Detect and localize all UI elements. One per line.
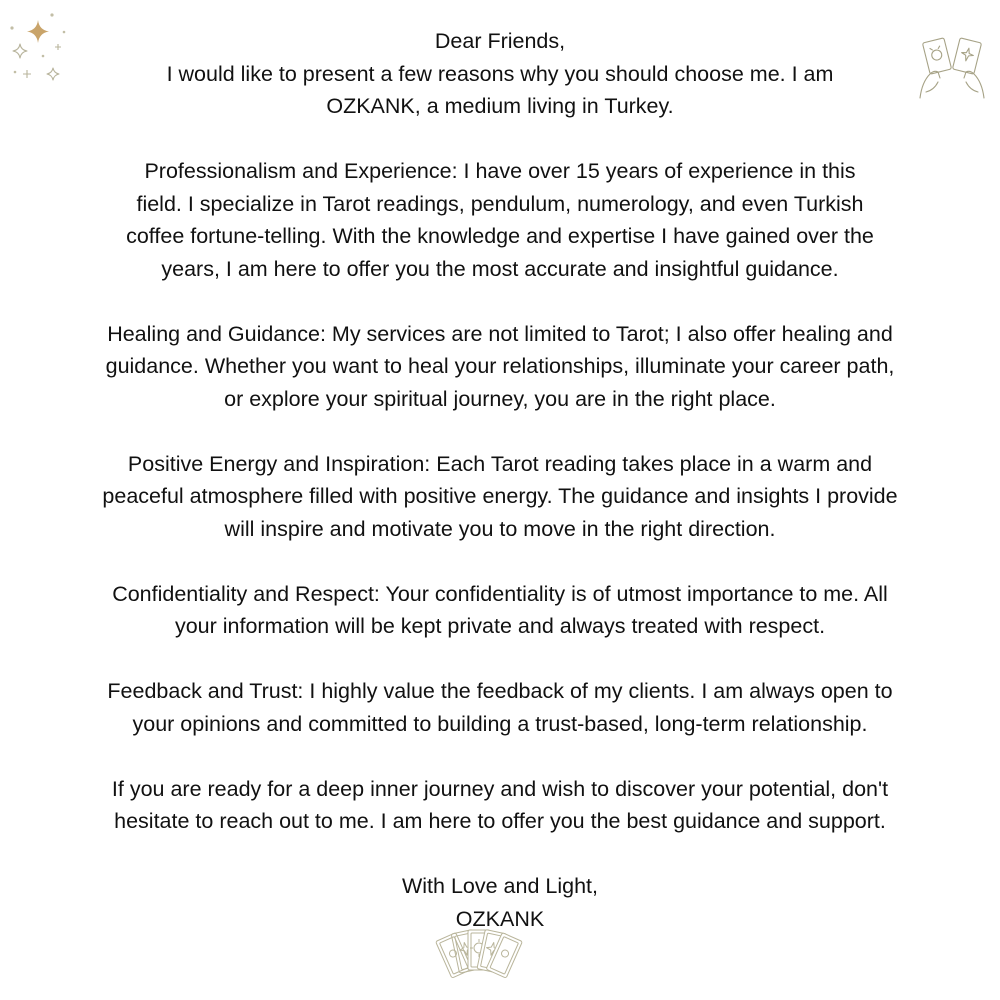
letter-body: [55, 25, 945, 935]
closing-paragraph: [55, 773, 945, 838]
greeting-paragraph: [55, 25, 945, 123]
signoff: With Love and Light,: [401, 874, 598, 898]
paragraph-line: Healing and Guidance: My services are not limited to Tarot; I also offer healing and: [107, 321, 893, 346]
paragraph-line: hesitate to reach out to me. I am here to offer you the best guidance and support.: [114, 809, 886, 833]
tarot-card-fan-icon: [412, 922, 546, 994]
healing-paragraph: [55, 318, 945, 416]
paragraph-line: Positive Energy and Inspiration: Each Tarot reading takes place in a warm and: [127, 451, 873, 476]
paragraph-line: peaceful atmosphere filled with positive energy. The guidance and insights I provide: [102, 484, 898, 508]
paragraph-line: will inspire and motivate you to move in the right direction.: [224, 516, 776, 541]
paragraph-line: If you are ready for a deep inner journey and wish to discover your potential, don't: [111, 776, 889, 801]
confidentiality-paragraph: [55, 578, 945, 643]
greeting: Dear Friends,: [434, 29, 566, 53]
feedback-paragraph: [55, 675, 945, 740]
paragraph-line: years, I am here to offer you the most accurate and insightful guidance.: [161, 256, 839, 281]
paragraph-line: coffee fortune-telling. With the knowledge and expertise I have gained over the: [126, 224, 874, 248]
intro-line: I would like to present a few reasons why you should choose me. I am: [166, 61, 834, 86]
paragraph-line: Feedback and Trust: I highly value the feedback of my clients. I am always open to: [107, 679, 893, 703]
paragraph-line: guidance. Whether you want to heal your relationships, illuminate your career path,: [105, 354, 895, 378]
paragraph-line: Confidentiality and Respect: Your confidentiality is of utmost importance to me. All: [112, 581, 888, 606]
outline-sparkles-icon: [13, 44, 61, 80]
energy-paragraph: [55, 448, 945, 546]
paragraph-line: Professionalism and Experience: I have over 15 years of experience in this: [144, 159, 856, 183]
paragraph-line: or explore your spiritual journey, you are in the right place.: [224, 386, 776, 411]
paragraph-line: field. I specialize in Tarot readings, pendulum, numerology, and even Turkish: [136, 191, 864, 216]
gold-sparkle-icon: [27, 20, 49, 43]
signature: OZKANK: [455, 906, 545, 931]
professionalism-paragraph: [55, 155, 945, 285]
paragraph-line: your information will be kept private and always treated with respect.: [174, 614, 826, 638]
intro-line: OZKANK, a medium living in Turkey.: [326, 94, 674, 118]
paragraph-line: your opinions and committed to building a trust-based, long-term relationship.: [132, 711, 868, 736]
